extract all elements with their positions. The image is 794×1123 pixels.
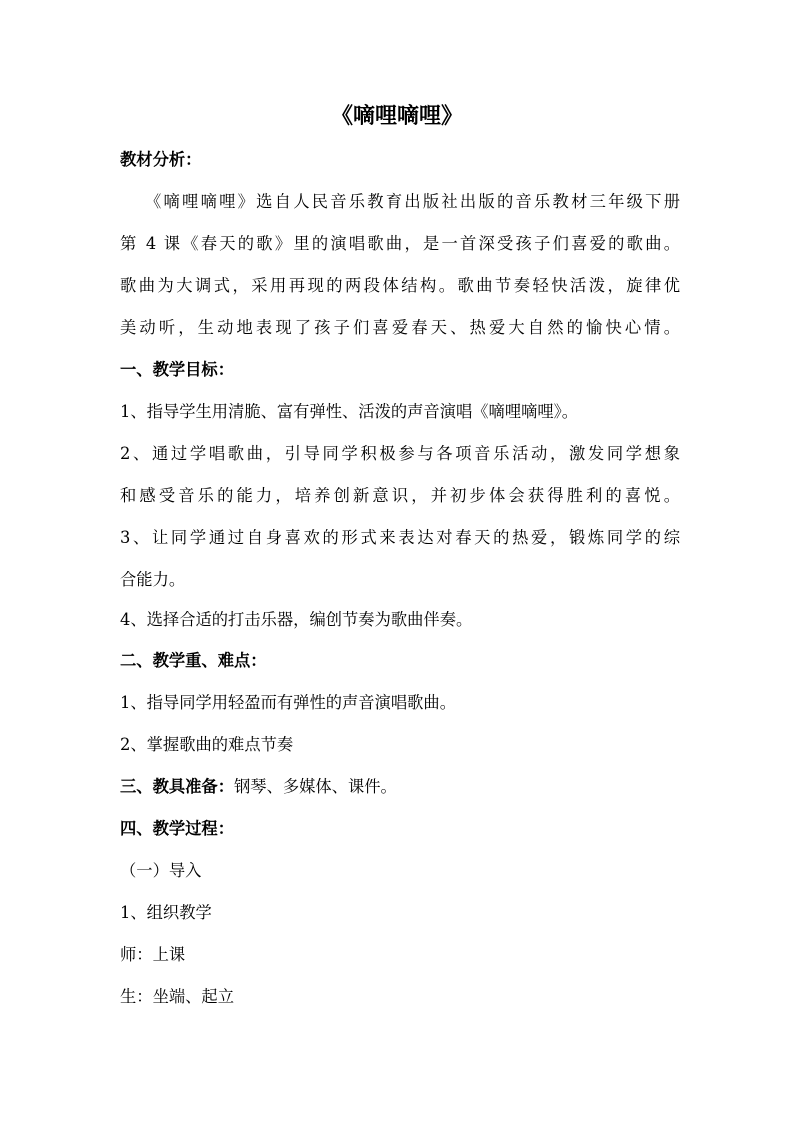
document-title: 《嘀哩嘀哩》 bbox=[330, 103, 463, 129]
process-line-2: 1、组织教学 bbox=[120, 903, 212, 922]
analysis-line-4: 美动听，生动地表现了孩子们喜爱春天、热爱大自然的愉快心情。 bbox=[120, 318, 680, 337]
tools-paragraph bbox=[120, 773, 680, 801]
analysis-heading: 教材分析： bbox=[120, 150, 202, 169]
key-points-line-2: 2、掌握歌曲的难点节奏 bbox=[120, 735, 294, 754]
goals-line-1: 1、指导学生用清脆、富有弹性、活泼的声音演唱《嘀哩嘀哩》。 bbox=[120, 402, 579, 421]
goals-line-6: 4、选择合适的打击乐器，编创节奏为歌曲伴奏。 bbox=[120, 610, 473, 629]
process-line-1: （一）导入 bbox=[120, 861, 202, 880]
goals-line-5: 合能力。 bbox=[120, 570, 186, 589]
analysis-line-1: 《嘀哩嘀哩》选自人民音乐教育出版社出版的音乐教材三年级下册 bbox=[145, 192, 680, 211]
goals-line-2: 2、通过学唱歌曲，引导同学积极参与各项音乐活动，激发同学想象 bbox=[120, 444, 680, 463]
analysis-line-3: 歌曲为大调式，采用再现的两段体结构。歌曲节奏轻快活泼，旋律优 bbox=[120, 276, 680, 295]
goals-heading: 一、教学目标： bbox=[120, 360, 234, 379]
tools-text: 钢琴、多媒体、课件。 bbox=[233, 777, 397, 796]
process-line-4: 生：坐端、起立 bbox=[120, 987, 234, 1006]
goals-line-4: 3、让同学通过自身喜欢的形式来表达对春天的热爱，锻炼同学的综 bbox=[120, 528, 680, 547]
goals-line-3: 和感受音乐的能力，培养创新意识，并初步体会获得胜利的喜悦。 bbox=[120, 486, 680, 505]
analysis-line-2: 第 4 课《春天的歌》里的演唱歌曲，是一首深受孩子们喜爱的歌曲。 bbox=[120, 234, 680, 253]
key-points-line-1: 1、指导同学用轻盈而有弹性的声音演唱歌曲。 bbox=[120, 693, 456, 712]
key-points-heading: 二、教学重、难点： bbox=[120, 651, 267, 670]
tools-heading: 三、教具准备： bbox=[120, 777, 234, 796]
process-heading: 四、教学过程： bbox=[120, 819, 234, 838]
process-line-3: 师：上课 bbox=[120, 945, 186, 964]
